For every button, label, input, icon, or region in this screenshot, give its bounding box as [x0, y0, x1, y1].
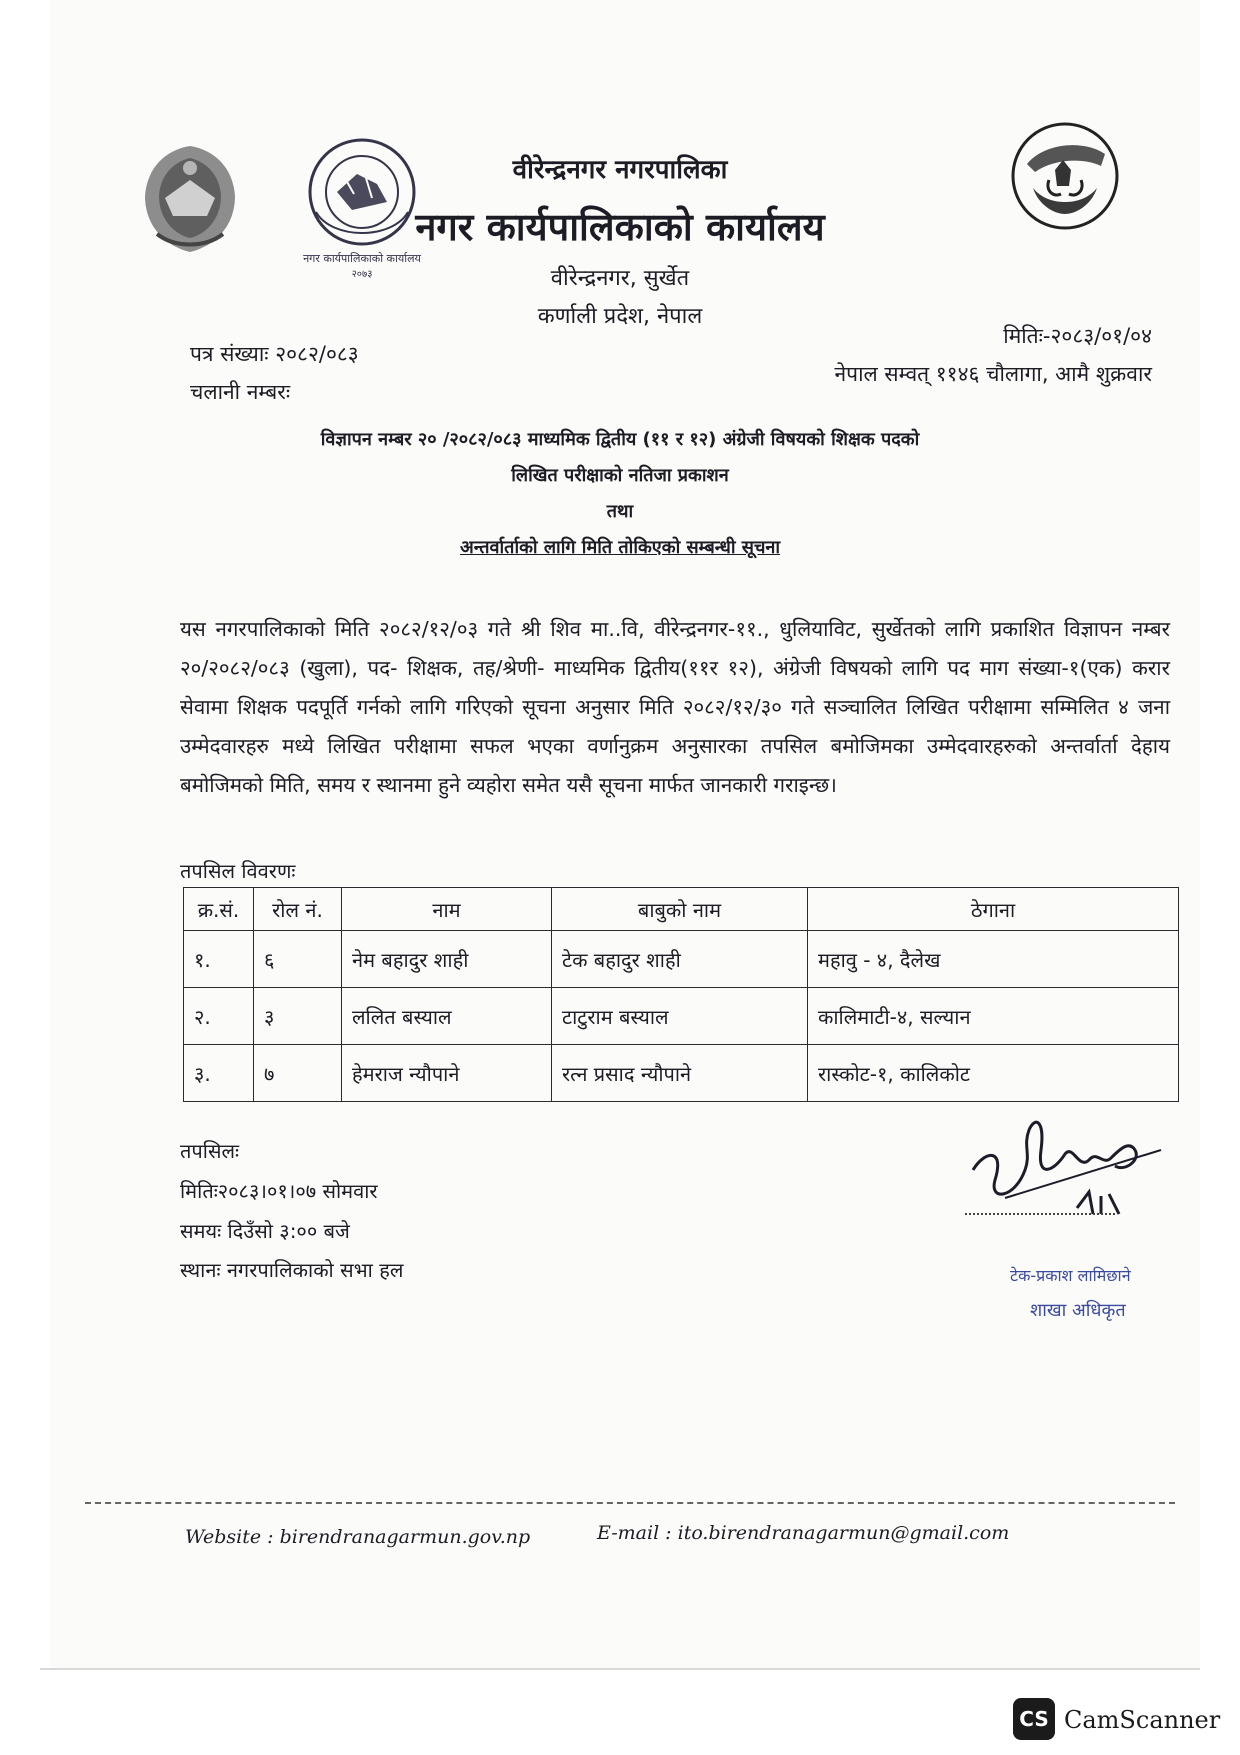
details-label: तपसिल विवरणः: [180, 859, 296, 883]
footer-email: E-mail : ito.birendranagarmun@gmail.com: [597, 1522, 1010, 1544]
cell-serial: ३.: [184, 1045, 254, 1102]
table-row: [184, 1045, 1179, 1102]
cell-roll: ६: [254, 931, 342, 988]
signatory-title: शाखा अधिकृत: [1030, 1300, 1126, 1321]
notice-body: यस नगरपालिकाको मिति २०८२/१२/०३ गते श्री शिव मा..वि, वीरेन्द्रनगर-११., धुलियाविट, सुर्खेतको लागि प्रकाशित विज्ञापन नम्बर २०/२०८२/०८३ (खुला), पद- शिक्षक, तह/श्रेणी- माध्यमिक द्वितीय(११र १२), अंग्रेजी विषयको लागि पद माग संख्या-१(एक) करार सेवामा शिक्षक पदपूर्ति गर्नको लागि गरिएको सूचना अनुसार मिति २०८२/१२/३० गते सञ्चालित लिखित परीक्षामा सम्मिलित ४ जना उम्मेदवारहरु मध्ये लिखित परीक्षामा सफल भएका वर्णानुक्रम अनुसारका तपसिल बमोजिमका उम्मेदवारहरुको अन्तर्वार्ता देहाय बमोजिमको मिति, समय र स्थानमा हुने व्यहोरा समेत यसै सूचना मार्फत जानकारी गराइन्छ।: [180, 617, 1171, 797]
header-name: नाम: [342, 888, 552, 931]
schedule-label: तपसिलः: [180, 1139, 240, 1163]
notice-title-line3: तथा: [606, 501, 634, 522]
table-header-row: [184, 888, 1179, 931]
header-serial: क्र.सं.: [184, 888, 254, 931]
signature-line: [965, 1213, 1115, 1215]
cell-serial: १.: [184, 931, 254, 988]
letter-number: पत्र संख्याः २०८२/०८३: [190, 342, 359, 366]
cell-address: महावु - ४, दैलेख: [808, 931, 1179, 988]
cell-name: नेम बहादुर शाही: [342, 931, 552, 988]
table-row: [184, 988, 1179, 1045]
header-roll: रोल नं.: [254, 888, 342, 931]
seal-year: २०७३: [351, 269, 373, 280]
candidate-table: [183, 887, 1179, 1102]
camscanner-label: CamScanner: [1064, 1706, 1221, 1734]
notice-title-line4: अन्तर्वार्ताको लागि मिति तोकिएको सम्बन्धी सूचना: [459, 537, 781, 558]
cell-address: कालिमाटी-४, सल्यान: [808, 988, 1179, 1045]
header-address: ठेगाना: [808, 888, 1179, 931]
schedule-date: मितिः२०८३।०१।०७ सोमवार: [180, 1179, 378, 1203]
cell-name: ललित बस्याल: [342, 988, 552, 1045]
notice-title-line2: लिखित परीक्षाको नतिजा प्रकाशन: [511, 465, 729, 486]
header-father-name: बाबुको नाम: [552, 888, 808, 931]
cell-serial: २.: [184, 988, 254, 1045]
seal-text: नगर कार्यपालिकाको कार्यालय: [303, 252, 421, 265]
camscanner-logo-icon: CS: [1013, 1698, 1055, 1740]
footer-divider: [85, 1502, 1175, 1504]
signature-icon: [965, 1110, 1165, 1220]
schedule-time: समयः दिउँसो ३:०० बजे: [180, 1219, 350, 1243]
office-city: वीरेन्द्रनगर, सुर्खेत: [550, 266, 690, 291]
cell-name: हेमराज न्यौपाने: [342, 1045, 552, 1102]
dispatch-number: चलानी नम्बरः: [190, 380, 291, 404]
signatory-name: टेक-प्रकाश लामिछाने: [1010, 1266, 1131, 1285]
office-name: नगर कार्यपालिकाको कार्यालय: [415, 205, 825, 249]
cell-father-name: टाटुराम बस्याल: [552, 988, 808, 1045]
organization-name: वीरेन्द्रनगर नगरपालिका: [512, 155, 728, 185]
table-row: [184, 931, 1179, 988]
cell-father-name: रत्न प्रसाद न्यौपाने: [552, 1045, 808, 1102]
footer-website: Website : birendranagarmun.gov.np: [185, 1526, 531, 1548]
cell-address: रास्कोट-१, कालिकोट: [808, 1045, 1179, 1102]
cell-father-name: टेक बहादुर शाही: [552, 931, 808, 988]
notice-title-line1: विज्ञापन नम्बर २० /२०८२/०८३ माध्यमिक द्वितीय (११ र १२) अंग्रेजी विषयको शिक्षक पदको: [320, 429, 920, 450]
letter-date: मितिः-२०८३/०१/०४: [1003, 324, 1152, 348]
schedule-venue: स्थानः नगरपालिकाको सभा हल: [180, 1258, 404, 1282]
cell-roll: ३: [254, 988, 342, 1045]
page-bottom-edge: [40, 1668, 1200, 1670]
cell-roll: ७: [254, 1045, 342, 1102]
nepal-sambat-date: नेपाल सम्वत् ११४६ चौलागा, आमै शुक्रवार: [834, 362, 1152, 386]
office-province: कर्णाली प्रदेश, नेपाल: [537, 304, 703, 329]
